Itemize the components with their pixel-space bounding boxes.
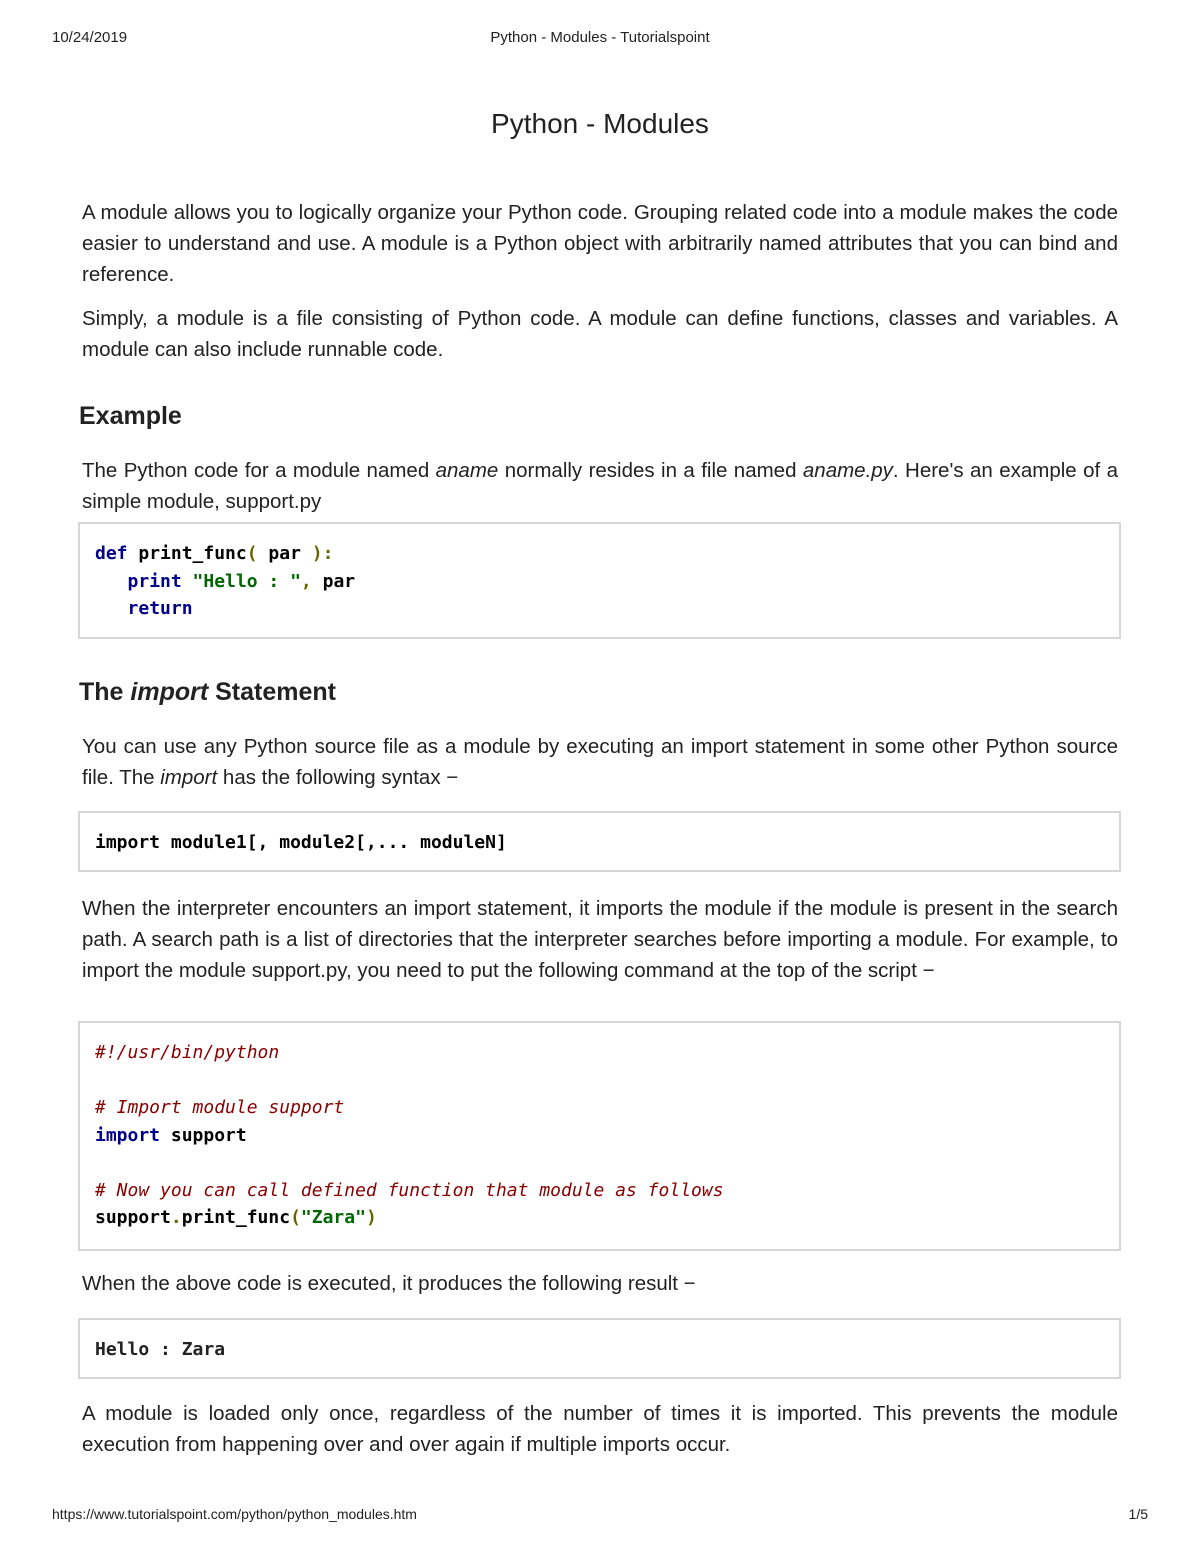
code-return: return bbox=[127, 598, 193, 619]
interpreter-paragraph: When the interpreter encounters an import statement, it imports the module if the module is present in the search path. A search path is a list of directories that the interpreter searches before importing a module. For example, to import the module support.py, you need to put the following command at the top of the script − bbox=[82, 897, 1118, 982]
code-block-output: Hello : Zara bbox=[78, 1318, 1121, 1379]
code-print: print bbox=[127, 570, 182, 592]
code-shebang: #!/usr/bin/python bbox=[95, 1042, 280, 1063]
example-heading: Example bbox=[79, 402, 182, 430]
aname-py-term: aname.py bbox=[802, 459, 893, 482]
page-footer bbox=[52, 1506, 1148, 1526]
code-comment-2: # Now you can call defined function that module as follows bbox=[95, 1179, 724, 1201]
intro-paragraph-1: A module allows you to logically organize your Python code. Grouping related code into a module makes the code easier to understand and use. A module is a Python object with arbitrarily named attributes that you can bind and reference. bbox=[82, 201, 1118, 286]
code-def: def bbox=[95, 543, 128, 564]
import-heading: The import Statement bbox=[79, 678, 336, 706]
page-number: 1/5 bbox=[1128, 1506, 1148, 1522]
page-title: Python - Modules bbox=[491, 108, 709, 139]
example-paragraph: The Python code for a module named aname normally resides in a file named aname.py. Here's an example of a simple module, support.py bbox=[82, 459, 1118, 513]
print-title: Python - Modules - Tutorialspoint bbox=[490, 29, 710, 46]
code-comment-1: # Import module support bbox=[95, 1097, 345, 1118]
code-string: "Hello : " bbox=[192, 570, 301, 592]
code-block-support: def print_func( par ): print "Hello : ", par return bbox=[78, 522, 1121, 639]
source-url: https://www.tutorialspoint.com/python/python_modules.htm bbox=[52, 1506, 417, 1522]
print-date: 10/24/2019 bbox=[52, 29, 128, 46]
import-paragraph: You can use any Python source file as a module by executing an import statement in some other Python source file. The import has the following syntax − bbox=[82, 735, 1118, 789]
page-header bbox=[52, 29, 1148, 49]
result-paragraph: When the above code is executed, it produces the following result − bbox=[82, 1272, 696, 1295]
code-block-import-support: #!/usr/bin/python # Import module support import support # Now you can call defined function that module as follows support.print_func("Zara") bbox=[78, 1021, 1121, 1251]
code-block-import-syntax: import module1[, module2[,... moduleN] bbox=[78, 811, 1121, 872]
intro-paragraph-2: Simply, a module is a file consisting of Python code. A module can define functions, classes and variables. A module can also include runnable code. bbox=[82, 307, 1118, 361]
aname-term: aname bbox=[435, 459, 499, 482]
once-paragraph: A module is loaded only once, regardless of the number of times it is imported. This prevents the module execution from happening over and over again if multiple imports occur. bbox=[82, 1402, 1118, 1456]
